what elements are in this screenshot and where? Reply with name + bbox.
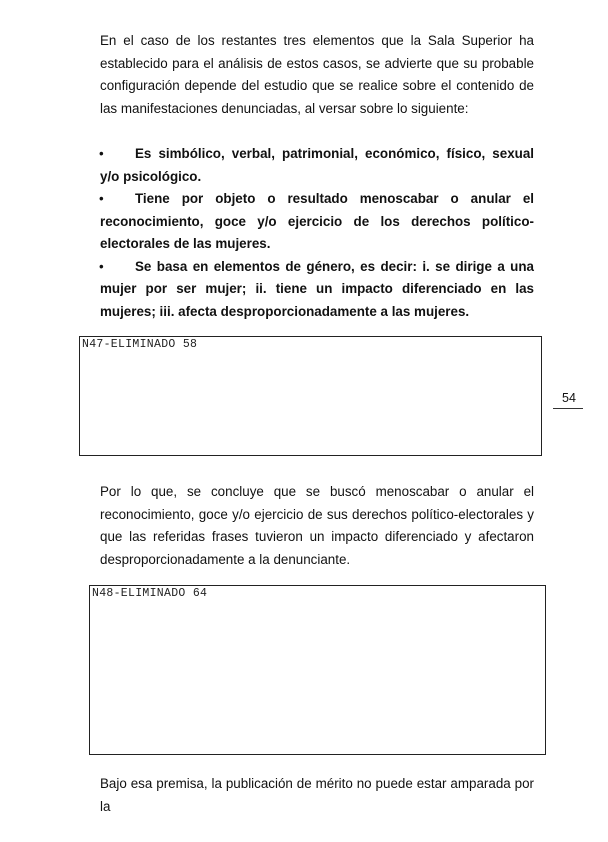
bullet-marker: •: [99, 258, 104, 274]
redaction-box-1: [79, 336, 542, 456]
paragraph-premise: Bajo esa premisa, la publicación de mérito no puede estar amparada por la: [100, 776, 534, 814]
redaction-label: N47-ELIMINADO 58: [82, 338, 198, 351]
bullet-marker: •: [99, 191, 104, 206]
list-item: [100, 143, 534, 188]
bullet-marker: •: [99, 146, 104, 161]
redaction-box-2: [89, 585, 546, 755]
list-item: [100, 256, 534, 324]
list-item: [100, 188, 534, 256]
list-item-text: Es simbólico, verbal, patrimonial, económico, físico, sexual y/o psicológico.: [100, 146, 534, 184]
page-number: 54: [562, 391, 576, 405]
paragraph-intro: En el caso de los restantes tres elementos que la Sala Superior ha establecido para el análisis de estos casos, se advierte que su probable configuración depende del estudio que se realice sobre el contenido de las manifestaciones denunciadas, al versar sobre lo siguiente:: [100, 33, 534, 116]
list-item-text: Se basa en elementos de género, es decir: i. se dirige a una mujer por ser mujer; ii. tiene un impacto diferenciado en las mujeres; iii. afecta desproporcionadamente a las mujeres.: [100, 258, 534, 319]
list-item-text: Tiene por objeto o resultado menoscabar o anular el reconocimiento, goce y/o ejercicio de los derechos político-electorales de las mujeres.: [100, 191, 534, 251]
criteria-list: [100, 143, 534, 323]
page-number-rule: [553, 408, 583, 409]
paragraph-conclusion: Por lo que, se concluye que se buscó menoscabar o anular el reconocimiento, goce y/o ejercicio de sus derechos político-electorales y que las referidas frases tuvieron un impacto diferenciado y afectaron desproporcionadamente a la denunciante.: [100, 484, 534, 567]
redaction-label: N48-ELIMINADO 64: [92, 587, 208, 600]
